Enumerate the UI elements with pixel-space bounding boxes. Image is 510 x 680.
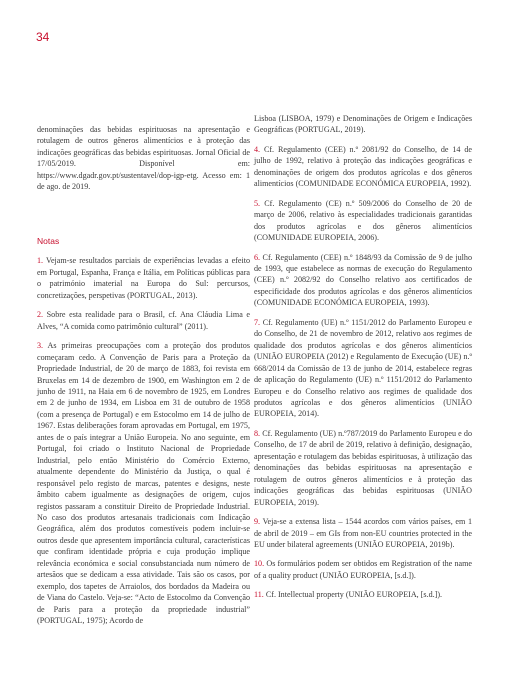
note-text: Cf. Regulamento (UE) n.º787/2019 do Parlamento Europeu e do Conselho, de 17 de abril de 2019, relativo à definição, designação, apresentação e rotulagem das bebidas espirituosas, à utilização das denominações das bebidas espirituosas na apresentação e rotulagem de outros gêneros alimentícios e à proteção das indicações geográficas das bebidas espirituosas (UNIÃO EUROPEIA, 2019). (254, 428, 472, 507)
note-number: 11. (254, 590, 264, 600)
note-text: Vejam-se resultados parciais de experiências levadas a efeito em Portugal, Espanha, França e Itália, em Políticas públicas para o património imaterial na Europa do Sul: percursos, concretizações, perspetivas (PORTUGAL, 2013). (37, 256, 250, 300)
note-text: Veja-se a extensa lista – 1544 acordos com vários países, em 1 de abril de 2019 – em GIs from non-EU countries protected in the EU under bilateral agreements (UNIÃO EUROPEIA, 2019b). (254, 517, 472, 549)
note-text: Os formulários podem ser obtidos em Registration of the name of a quality product (UNIÃO EUROPEIA, [s.d.]). (254, 559, 472, 580)
note-item (254, 252, 472, 309)
note-text: Cf. Regulamento (CEE) n.º 1848/93 da Comissão de 9 de julho de 1993, que estabelece as normas de execução do Regulamento (CEE) n.º 2082/92 do Conselho relativo aos certificados de especificidade dos produtos agrícolas e dos gêneros alimentícios (COMUNIDADE ECONÓMICA EUROPEIA, 1993). (254, 252, 472, 308)
note-item (254, 558, 472, 581)
note-text: Cf. Regulamento (CE) n.º 509/2006 do Conselho de 20 de março de 2006, relativo às especialidades tradicionais garantidas dos produtos agrícolas e dos gêneros alimentícios (COMUNIDADE EUROPEIA, 2006). (254, 198, 472, 243)
note-number: 9. (254, 517, 261, 527)
note-item (37, 340, 250, 626)
notes-section (37, 236, 250, 635)
right-column (254, 113, 472, 609)
note-number: 7. (254, 317, 261, 327)
note-text: Cf. Regulamento (UE) n.º 1151/2012 do Parlamento Europeu e do Conselho, de 21 de novembro de 2012, relativo aos regimes de qualidade dos produtos agrícolas e dos gêneros alimentícios (UNIÃO EUROPEIA (2012) e Regulamento de Execução (UE) n.º 668/2014 da Comissão de 13 de junho de 2014, estabelece regras de aplicação do Regulamento (UE) n.º 1151/2012 do Parlamento Europeu e do Conselho relativo aos regimes de qualidade dos produtos agrícolas e dos gêneros alimentícios (UNIÃO EUROPEIA, 2014). (254, 317, 472, 419)
note-item (254, 516, 472, 550)
note-number: 2. (37, 310, 44, 320)
note-item (37, 309, 250, 332)
note-continuation: Lisboa (LISBOA, 1979) e Denominações de Origem e Indicações Geográficas (PORTUGAL, 2019). (254, 114, 472, 135)
note-text: As primeiras preocupações com a proteção dos produtos começaram cedo. A Convenção de Paris para a Proteção da Propriedade Industrial, de 20 de março de 1883, foi revista em Bruxelas em 14 de dezembro de 1900, em Washington em 2 de junho de 1911, na Haia em 6 de novembro de 1925, em Londres em 2 de junho de 1934, em Lisboa em 31 de outubro de 1958 (com a presença de Portugal) e em Estocolmo em 14 de julho de 1967. Estas deliberações foram aprovadas em Portugal, em 1975, antes de o país integrar a União Europeia. No ano seguinte, em Portugal, foi criado o Instituto Nacional de Propriedade Industrial, pelo então Ministério do Comércio Externo, atualmente dependente do Ministério da Justiça, o qual é responsável pelo registo de marcas, patentes e designs, neste âmbito cabem igualmente as designações de origem, cujos registos passaram a constituir Direito de Propriedade Industrial. No caso dos produtos artesanais tradicionais com Indicação Geográfica, além dos produtos comestíveis podem incluir-se outros desde que apresentem importância cultural, características que confiram identidade própria e cuja produção implique relevância económica e social consubstanciada num número de artesãos que se dedicam a essa atividade. Tais são os casos, por exemplo, dos tapetes de Arraiolos, dos bordados da Madeira ou de Viana do Castelo. Veja-se: “Acto de Estocolmo da Convenção de Paris para a proteção da propriedade industrial” (PORTUGAL, 1975); Acordo de (37, 341, 250, 626)
note-item (254, 589, 472, 600)
note-number: 6. (254, 252, 261, 262)
note-number: 4. (254, 144, 261, 154)
note-item (254, 198, 472, 244)
note-item (254, 428, 472, 508)
note-item (37, 255, 250, 301)
note-number: 5. (254, 198, 261, 208)
note-number: 1. (37, 256, 44, 266)
page-number: 34 (36, 30, 50, 44)
note-text: Cf. Intellectual property (UNIÃO EUROPEIA, [s.d.]). (263, 590, 443, 600)
notes-heading: Notas (37, 236, 60, 246)
note-number: 10. (254, 559, 265, 569)
left-column (37, 124, 250, 193)
note-item (254, 144, 472, 190)
note-text: Sobre esta realidade para o Brasil, cf. Ana Cláudia Lima e Alves, “A comida como patrimônio cultural” (2011). (37, 310, 250, 331)
note-item (254, 317, 472, 420)
note-number: 3. (37, 341, 44, 351)
note-text: Cf. Regulamento (CEE) n.º 2081/92 do Conselho, de 14 de julho de 1992, relativo à proteção das indicações geográficas e denominações de origem dos produtos agrícolas e dos gêneros alimentícios (COMUNIDADE ECONÓMICA EUROPEIA, 1992). (254, 144, 472, 189)
note-number: 8. (254, 428, 261, 438)
intro-paragraph: denominações das bebidas espirituosas na apresentação e rotulagem de outros gêneros alimentícios e à proteção das indicações geográficas das bebidas espirituosas. Jornal Oficial de 17/05/2019. Disponível em: https://www.dgadr.gov.pt/sustentavel/dop-igp-etg. Acesso em: 1 de ago. de 2019. (37, 125, 250, 192)
